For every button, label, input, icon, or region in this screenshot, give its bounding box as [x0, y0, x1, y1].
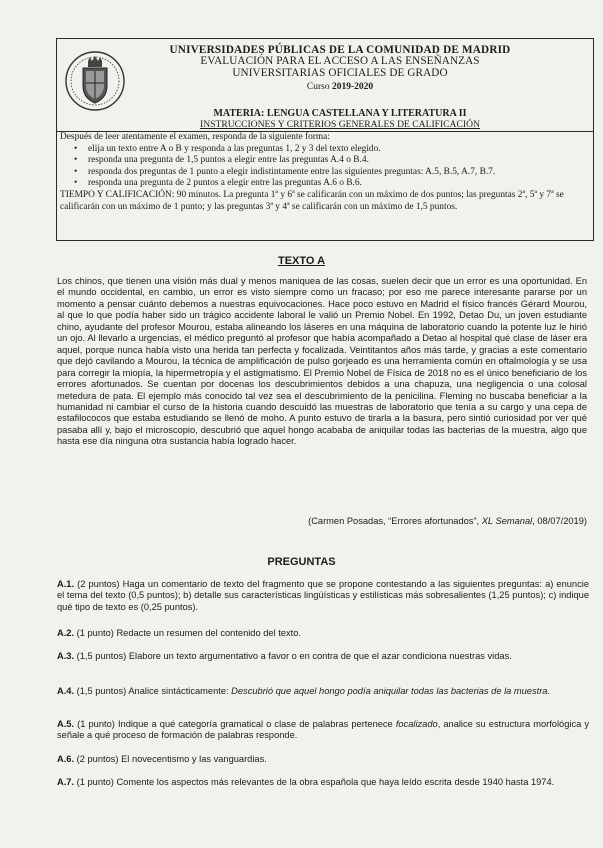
instructions-block	[60, 132, 592, 213]
instruction-item: • responda dos preguntas de 1 punto a elegir indistintamente entre las siguientes preguntas: A.5, B.5, A.7, B.7.	[74, 167, 592, 179]
question-a5	[57, 719, 589, 742]
question-text: (2 puntos) Haga un comentario de texto del fragmento que se propone contestando a las siguientes preguntas: a) enuncie el tema del texto (0,5 puntos); b) detalle sus características lingüísticas y estilísticas más sobresalientes (1,25 puntos); c) indique qué tipo de texto es (0,25 puntos).	[57, 579, 589, 612]
question-number: A.2.	[57, 628, 75, 638]
question-sentence: Descubrió que aquel hongo podía aniquilar todas las bacterias de la muestra.	[231, 686, 551, 696]
university-name: UNIVERSIDADES PÚBLICAS DE LA COMUNIDAD DE MADRID	[169, 44, 511, 56]
question-text-end: , analice su estructura morfológica y señale a qué proceso de formación de palabras responde.	[57, 719, 589, 741]
question-number: A.7.	[57, 777, 75, 787]
question-number: A.4.	[57, 686, 75, 696]
university-seal-icon	[64, 48, 126, 114]
question-text: (1 punto) Indique a qué categoría gramatical o clase de palabras pertenece	[77, 719, 396, 729]
question-a4	[57, 686, 589, 697]
question-a7	[57, 777, 589, 788]
course-line	[130, 82, 550, 93]
questions-title: PREGUNTAS	[267, 556, 336, 568]
header-titles	[130, 44, 550, 93]
evaluation-line-1: EVALUACIÓN PARA EL ACCESO A LAS ENSEÑANZAS	[200, 55, 480, 67]
text-body: Los chinos, que tienen una visión más dual y menos maniquea de las cosas, suelen decir que un error es una oportunidad. En el mundo occidental, en cambio, un error es visto siempre como un fracaso; por eso me parece interesante pararse por un momento a pensar cuánto debemos a nuestras equivocaciones. Hace poco estuvo en Madrid el físico francés Gérard Mourou, al que lo que podía haber sido un trágico accidente laboral le valió un Premio Nobel. En 1992, Detao Du, un joven estudiante chino, ayudante del profesor Mourou, estaba alineando los láseres en una máquina de laboratorio cuando la potente luz le hirió un ojo. Al llevarlo a urgencias, el médico preguntó al profesor que había acompañado a Detao al hospital qué clase de láser era aquel, porque nunca había visto una herida tan perfecta y focalizada. Veintitantos años más tarde, y gracias a este comentario que dejó cavilando a Mourou, la técnica de amplificación de pulso gorjeado es una herramienta común en oftalmología y se usa para corregir la miopía, la hipermetropía y el astigmatismo. El Premio Nobel de Física de 2018 no es el único beneficiario de los errores afortunados. Se cuentan por docenas los descubrimientos debidos a una chapuza, una negligencia o una colosal metedura de pata. El ejemplo más conocido tal vez sea el descubrimiento de la penicilina. Fleming no buscaba beneficiar a la humanidad ni cambiar el curso de la historia cuando descuidó las muestras de laboratorio que tenía a su cargo y una cepa de estafilococos que estaba estudiando se llenó de moho. A punto estuvo de tirarla a la basura, pero sintió curiosidad por ver qué pasaba allí y, bajo el microscopio, descubrió que aquel hongo acababa de aniquilar todas las bacterias de la muestra, algo que hasta ese día ninguna otra sustancia había logrado hacer.	[57, 276, 587, 447]
course-year: 2019-2020	[331, 82, 374, 92]
instruction-item: • responda una pregunta de 2 puntos a elegir entre las preguntas A.6 o B.6.	[74, 178, 592, 190]
question-a2	[57, 628, 589, 639]
citation-suffix: , 08/07/2019)	[532, 516, 587, 526]
question-word: focalizado	[395, 719, 438, 729]
evaluation-line-2: UNIVERSITARIAS OFICIALES DE GRADO	[232, 66, 448, 79]
text-citation	[57, 516, 587, 527]
question-a3	[57, 651, 589, 662]
instructions-intro: Después de leer atentamente el examen, responda de la siguiente forma:	[60, 132, 330, 142]
question-a6	[57, 754, 589, 765]
instructions-title: INSTRUCCIONES Y CRITERIOS GENERALES DE CALIFICACIÓN	[200, 119, 480, 130]
timing-grading: TIEMPO Y CALIFICACIÓN: 90 minutos. La pregunta 1ª y 6ª se calificarán con un máximo de dos puntos; las preguntas 2ª, 5ª y 7ª se calificarán con un máximo de 1 punto; y las preguntas 3ª y 4ª se calificarán con un máximo de 1,5 puntos.	[60, 189, 564, 212]
question-number: A.6.	[57, 754, 75, 764]
citation-prefix: (Carmen Posadas, “Errores afortunados”,	[308, 516, 482, 526]
question-text: (1 punto) Comente los aspectos más relevantes de la obra española que haya leído escrita desde 1940 hasta 1974.	[76, 777, 555, 787]
question-number: A.5.	[57, 719, 75, 729]
subject-title: MATERIA: LENGUA CASTELLANA Y LITERATURA II	[213, 108, 467, 119]
question-text: (1,5 puntos) Elabore un texto argumentativo a favor o en contra de que el azar condiciona nuestras vidas.	[76, 651, 512, 661]
question-number: A.1.	[57, 579, 75, 589]
instructions-list	[60, 144, 592, 190]
instruction-item: • elija un texto entre A o B y responda a las preguntas 1, 2 y 3 del texto elegido.	[74, 144, 592, 156]
question-number: A.3.	[57, 651, 75, 661]
question-text: (1 punto) Redacte un resumen del contenido del texto.	[76, 628, 301, 638]
text-title: TEXTO A	[277, 255, 326, 267]
course-label: Curso	[306, 82, 330, 92]
instruction-item: • responda una pregunta de 1,5 puntos a elegir entre las preguntas A.4 o B.4.	[74, 155, 592, 167]
question-text: (1,5 puntos) Analice sintácticamente:	[76, 686, 232, 696]
citation-source: XL Semanal	[481, 516, 533, 526]
question-a1	[57, 579, 589, 613]
question-text: (2 puntos) El novecentismo y las vanguardias.	[76, 754, 267, 764]
